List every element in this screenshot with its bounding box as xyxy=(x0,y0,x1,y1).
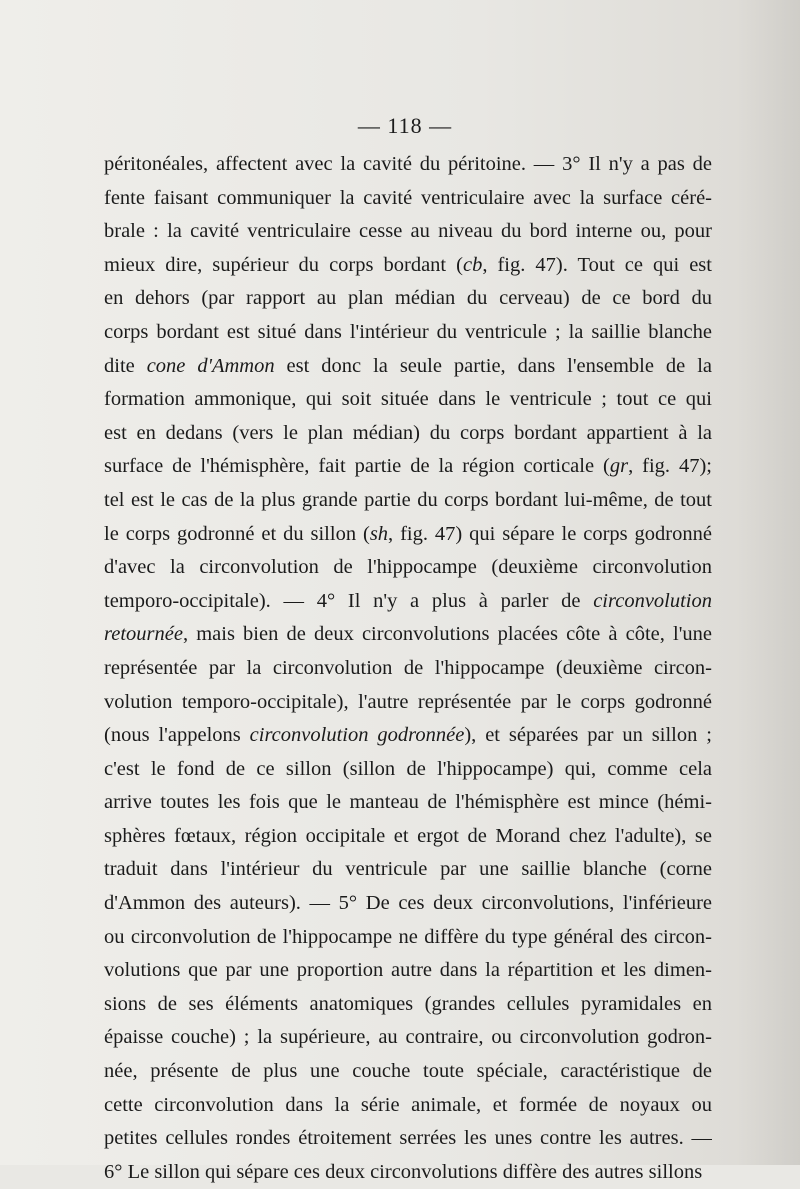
text-line: sions de ses éléments anatomiques (grandes cellules pyramidales en xyxy=(104,992,712,1015)
text-line: sphères fœtaux, région occipitale et ergot de Morand chez l'adulte), se xyxy=(104,824,712,847)
text-line: surface de l'hémisphère, fait partie de la région corticale (gr, fig. 47); xyxy=(104,455,712,478)
text-line: corps bordant est situé dans l'intérieur du ventricule ; la saillie blanche xyxy=(104,320,712,343)
italic-term: cb xyxy=(462,253,483,276)
italic-term: gr xyxy=(609,455,629,478)
text-line: tel est le cas de la plus grande partie du corps bordant lui-même, de tout xyxy=(104,488,712,511)
text-line: mieux dire, supérieur du corps bordant (cb, fig. 47). Tout ce qui est xyxy=(104,253,712,276)
text-line: née, présente de plus une couche toute spéciale, caractéristique de xyxy=(104,1060,712,1083)
text-line: épaisse couche) ; la supérieure, au contraire, ou circonvolution godron- xyxy=(104,1026,712,1049)
text-line: temporo-occipitale). — 4° Il n'y a plus à parler de circonvolution xyxy=(104,589,712,612)
italic-term: circonvolution godronnée xyxy=(249,724,465,747)
text-line: est en dedans (vers le plan médian) du corps bordant appartient à la xyxy=(104,421,712,444)
text-line: représentée par la circonvolution de l'hippocampe (deuxième circon- xyxy=(104,656,712,679)
text-line: dite cone d'Ammon est donc la seule partie, dans l'ensemble de la xyxy=(104,354,712,377)
text-line: cette circonvolution dans la série animale, et formée de noyaux ou xyxy=(104,1093,712,1116)
italic-term: cone d'Ammon xyxy=(146,354,275,377)
text-line: en dehors (par rapport au plan médian du cerveau) de ce bord du xyxy=(104,287,712,310)
text-line: formation ammonique, qui soit située dans le ventricule ; tout ce qui xyxy=(104,388,712,411)
text-line: c'est le fond de ce sillon (sillon de l'hippocampe) qui, comme cela xyxy=(104,757,712,780)
text-line: retournée, mais bien de deux circonvolutions placées côte à côte, l'une xyxy=(104,623,712,646)
text-line: petites cellules rondes étroitement serrées les unes contre les autres. — xyxy=(104,1127,712,1150)
body-text xyxy=(104,148,712,1189)
page-number: — 118 — xyxy=(357,113,453,138)
text-line: (nous l'appelons circonvolution godronnée), et séparées par un sillon ; xyxy=(104,724,712,747)
text-line: 6° Le sillon qui sépare ces deux circonvolutions diffère des autres sillons xyxy=(104,1160,703,1183)
italic-term: retournée xyxy=(104,623,183,646)
text-line: volution temporo-occipitale), l'autre représentée par le corps godronné xyxy=(104,690,712,713)
text-line: ou circonvolution de l'hippocampe ne diffère du type général des circon- xyxy=(104,925,712,948)
italic-term: circonvolution xyxy=(593,589,712,612)
text-line: d'avec la circonvolution de l'hippocampe (deuxième circonvolution xyxy=(104,556,712,579)
italic-term: sh xyxy=(369,522,389,545)
text-line: volutions que par une proportion autre dans la répartition et les dimen- xyxy=(104,959,712,982)
text-line: le corps godronné et du sillon (sh, fig. 47) qui sépare le corps godronné xyxy=(104,522,712,545)
text-line: arrive toutes les fois que le manteau de l'hémisphère est mince (hémi- xyxy=(104,791,712,814)
text-line: d'Ammon des auteurs). — 5° De ces deux circonvolutions, l'inférieure xyxy=(104,892,712,915)
text-line: traduit dans l'intérieur du ventricule par une saillie blanche (corne xyxy=(104,858,712,881)
text-line: péritonéales, affectent avec la cavité du péritoine. — 3° Il n'y a pas de xyxy=(104,153,712,175)
text-line: brale : la cavité ventriculaire cesse au niveau du bord interne ou, pour xyxy=(104,220,712,243)
text-line: fente faisant communiquer la cavité ventriculaire avec la surface céré- xyxy=(104,186,712,209)
